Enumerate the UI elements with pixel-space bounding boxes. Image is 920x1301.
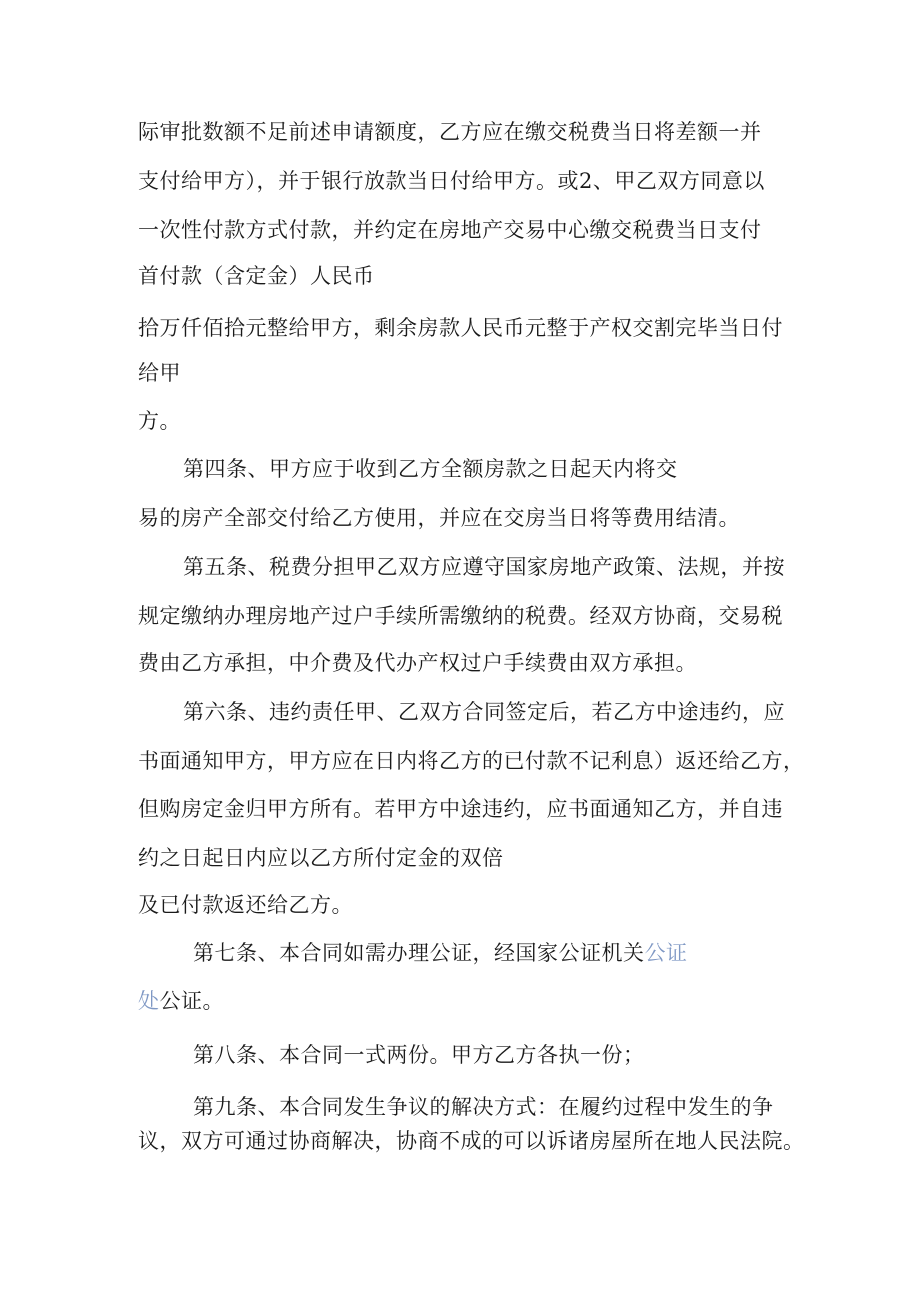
paragraph-line: 议，双方可通过协商解决，协商不成的可以诉诸房屋所在地人民法院。 xyxy=(138,1129,805,1153)
paragraph-line: 支付给甲方），并于银行放款当日付给甲方。或2、甲乙双方同意以 xyxy=(138,169,765,193)
paragraph-line: 费由乙方承担，中介费及代办产权过户手续费由双方承担。 xyxy=(138,651,697,675)
paragraph-line: 易的房产全部交付给乙方使用，并应在交房当日将等费用结清。 xyxy=(138,506,740,530)
article-9-heading-line: 第九条、本合同发生争议的解决方式：在履约过程中发生的争 xyxy=(193,1095,774,1119)
paragraph-line: 约之日起日内应以乙方所付定金的双倍 xyxy=(138,846,504,870)
notary-office-link-part2[interactable]: 处 xyxy=(138,989,160,1013)
paragraph-line: 一次性付款方式付款，并约定在房地产交易中心缴交税费当日支付 xyxy=(138,218,762,242)
paragraph-line: 首付款（含定金）人民币 xyxy=(138,264,375,288)
article-5-heading-line: 第五条、税费分担甲乙双方应遵守国家房地产政策、法规，并按 xyxy=(183,555,785,579)
notary-office-link-part1[interactable]: 公证 xyxy=(644,941,688,965)
paragraph-line: 拾万仟佰拾元整给甲方，剩余房款人民币元整于产权交割完毕当日付 xyxy=(138,316,783,340)
paragraph-line: 但购房定金归甲方所有。若甲方中途违约，应书面通知乙方，并自违 xyxy=(138,797,783,821)
article-7-heading-line xyxy=(193,938,688,968)
article-4-heading-line: 第四条、甲方应于收到乙方全额房款之日起天内将交 xyxy=(183,457,678,481)
paragraph-line: 际审批数额不足前述申请额度，乙方应在缴交税费当日将差额一并 xyxy=(138,120,762,144)
paragraph-line: 给甲 xyxy=(138,361,181,385)
paragraph-line: 及已付款返还给乙方。 xyxy=(138,893,353,917)
paragraph-line: 方。 xyxy=(138,409,181,433)
article-7-tail: 公证。 xyxy=(159,989,224,1013)
paragraph-line: 书面通知甲方，甲方应在日内将乙方的已付款不记利息）返还给乙方， xyxy=(138,749,805,773)
article-8-line: 第八条、本合同一式两份。甲方乙方各执一份； xyxy=(193,1043,645,1067)
article-6-heading-line: 第六条、违约责任甲、乙双方合同签定后，若乙方中途违约，应 xyxy=(183,700,785,724)
paragraph-line xyxy=(138,986,224,1016)
article-7-text: 第七条、本合同如需办理公证，经国家公证机关 xyxy=(193,941,645,965)
paragraph-line: 规定缴纳办理房地产过户手续所需缴纳的税费。经双方协商，交易税 xyxy=(138,604,783,628)
